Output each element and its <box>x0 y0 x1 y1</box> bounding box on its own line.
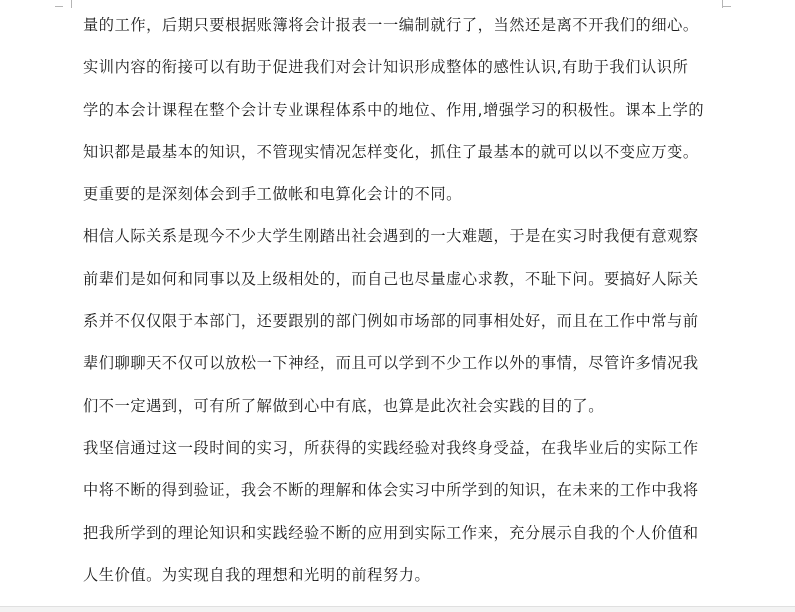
text-line: 前辈们是如何和同事以及上级相处的，而自己也尽量虚心求教，不耻下问。要搞好人际关 <box>83 269 699 288</box>
text-line: 相信人际关系是现今不少大学生刚踏出社会遇到的一大难题，于是在实习时我便有意观察 <box>83 227 699 246</box>
margin-corner-mark-left-horizontal <box>55 6 63 7</box>
text-line: 知识都是最基本的知识，不管现实情况怎样变化，抓住了最基本的就可以以不变应万变。 <box>83 142 699 161</box>
text-line: 更重要的是深刻体会到手工做帐和电算化会计的不同。 <box>83 185 462 204</box>
text-line: 量的工作，后期只要根据账簿将会计报表一一编制就行了，当然还是离不开我们的细心。 <box>83 16 699 34</box>
text-line: 把我所学到的理论知识和实践经验不断的应用到实际工作来，充分展示自我的个人价值和 <box>83 523 699 542</box>
text-line: 系并不仅仅限于本部门，还要跟别的部门例如市场部的同事相处好，而且在工作中常与前 <box>83 312 699 331</box>
text-line: 辈们聊聊天不仅可以放松一下神经，而且可以学到不少工作以外的事情，尽管许多情况我 <box>83 354 699 373</box>
text-line: 们不一定遇到，可有所了解做到心中有底，也算是此次社会实践的目的了。 <box>83 396 604 415</box>
text-line: 人生价值。为实现自我的理想和光明的前程努力。 <box>83 565 431 584</box>
text-line: 我坚信通过这一段时间的实习，所获得的实践经验对我终身受益，在我毕业后的实际工作 <box>83 438 699 457</box>
text-line: 实训内容的衔接可以有助于促进我们对会计知识形成整体的感性认识,有助于我们认识所 <box>83 58 689 77</box>
page-bottom-edge <box>0 606 795 612</box>
margin-corner-mark-left <box>63 0 72 8</box>
text-line: 中将不断的得到验证，我会不断的理解和体会实习中所学到的知识，在未来的工作中我将 <box>83 481 699 500</box>
document-body[interactable] <box>83 11 723 603</box>
text-line: 学的本会计课程在整个会计专业课程体系中的地位、作用,增强学习的积极性。课本上学的 <box>83 100 705 119</box>
margin-corner-mark-right-horizontal <box>723 6 731 7</box>
